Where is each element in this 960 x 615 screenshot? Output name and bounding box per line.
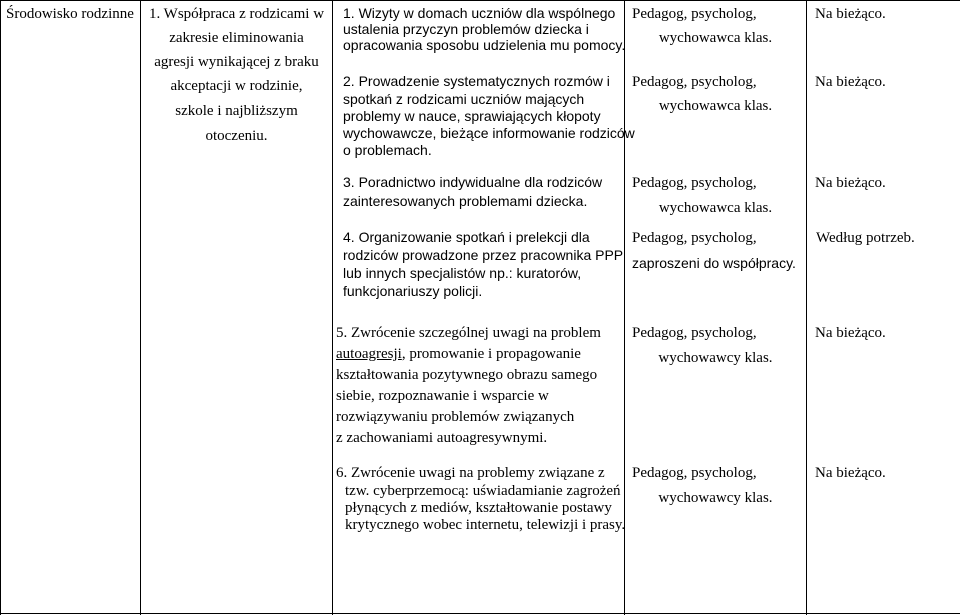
task-line: siebie, rozpoznawanie i wsparcie w — [336, 388, 549, 404]
col-divider-4 — [806, 0, 807, 615]
task-line: rozwiązywaniu problemów związanych — [336, 409, 575, 425]
task-line: z zachowaniami autoagresywnymi. — [336, 430, 548, 446]
underlined-term: autoagresji — [336, 346, 402, 362]
col-divider-2 — [332, 0, 333, 615]
responsible-line: Pedagog, psycholog, — [632, 465, 757, 481]
table-border-left — [0, 0, 1, 615]
task-line: funkcjonariuszy policji. — [343, 283, 483, 299]
responsible-line: wychowawcy klas. — [658, 350, 773, 366]
responsible-line: wychowawca klas. — [658, 30, 773, 46]
task-line: zainteresowanych problemami dziecka. — [343, 193, 588, 209]
objective-line: szkole i najbliższym — [175, 103, 298, 119]
task-line: tzw. cyberprzemocą: uświadamianie zagrożeń — [345, 483, 621, 499]
deadline: Na bieżąco. — [815, 325, 886, 341]
task-line: spotkań z rodzicami uczniów mających — [343, 91, 585, 107]
task-line-composite — [336, 344, 581, 364]
deadline: Na bieżąco. — [815, 74, 886, 90]
task-line: 4. Organizowanie spotkań i prelekcji dla — [343, 229, 590, 245]
deadline: Na bieżąco. — [815, 175, 886, 191]
objective-line: agresji wynikającej z braku — [154, 54, 319, 70]
task-line: lub innych specjalistów np.: kuratorów, — [343, 265, 582, 281]
task-line: krytycznego wobec internetu, telewizji i prasy. — [345, 517, 626, 533]
task-line: kształtowania pozytywnego obrazu samego — [336, 367, 598, 383]
responsible-line: wychowawca klas. — [658, 200, 773, 216]
task-line: rodziców prowadzone przez pracownika PPP — [343, 247, 624, 263]
responsible-line: Pedagog, psycholog, — [632, 6, 757, 22]
objective-line: akceptacji w rodzinie, — [170, 78, 303, 94]
task-line: ustalenia przyczyn problemów dziecka i — [343, 21, 589, 37]
deadline: Na bieżąco. — [815, 465, 886, 481]
responsible-line: wychowawcy klas. — [658, 490, 773, 506]
task-line: 3. Poradnictwo indywidualne dla rodziców — [343, 174, 603, 190]
responsible-line: Pedagog, psycholog, — [632, 325, 757, 341]
task-line: o problemach. — [343, 142, 432, 158]
table-border-bottom — [0, 613, 960, 614]
objective-line: 1. Współpraca z rodzicami w — [148, 6, 325, 22]
task-line: 2. Prowadzenie systematycznych rozmów i — [343, 73, 610, 89]
deadline: Na bieżąco. — [815, 6, 886, 22]
objective-line: zakresie eliminowania — [169, 30, 304, 46]
objective-line: otoczeniu. — [205, 128, 268, 144]
task-line: 1. Wizyty w domach uczniów dla wspólnego — [343, 5, 616, 21]
deadline: Według potrzeb. — [816, 230, 915, 246]
responsible-line: Pedagog, psycholog, — [632, 175, 757, 191]
task-line: 5. Zwrócenie szczególnej uwagi na problem — [336, 325, 601, 341]
table-border-top — [0, 0, 960, 1]
task-line-rest: , promowanie i propagowanie — [401, 346, 581, 362]
area-label: Środowisko rodzinne — [6, 6, 134, 22]
responsible-line: Pedagog, psycholog, — [632, 74, 757, 90]
responsible-line: wychowawca klas. — [658, 98, 773, 114]
responsible-line: zaproszeni do współpracy. — [632, 255, 796, 271]
task-line: wychowawcze, bieżące informowanie rodziców — [343, 125, 635, 141]
task-line: 6. Zwrócenie uwagi na problemy związane z — [336, 465, 605, 481]
responsible-line: Pedagog, psycholog, — [632, 230, 757, 246]
task-line: problemy w nauce, sprawiających kłopoty — [343, 108, 601, 124]
task-line: płynących z mediów, kształtowanie postawy — [345, 500, 612, 516]
task-line: opracowania sposobu udzielenia mu pomocy. — [343, 37, 626, 53]
